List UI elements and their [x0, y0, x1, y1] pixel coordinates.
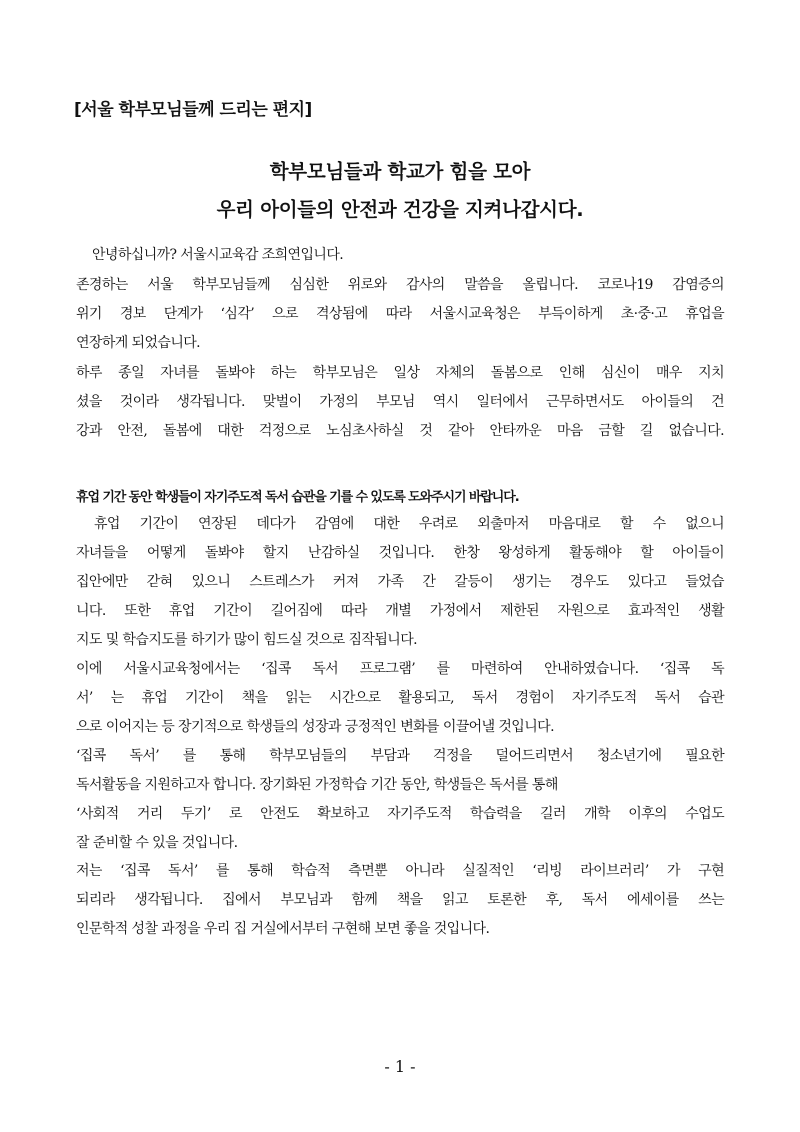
paragraph-care-burden — [76, 359, 724, 446]
paragraph-reading-program — [76, 655, 724, 742]
paragraph-line: 잘 준비할 수 있을 것입니다. — [76, 835, 238, 851]
paragraph-line: 연장하게 되었습니다. — [76, 335, 201, 351]
paragraph-line: 인문학적 성찰 과정을 우리 집 거실에서부터 구현해 보면 좋을 것입니다. — [76, 921, 490, 937]
greeting-text: 안녕하십니까? 서울시교육감 조희연입니다. — [92, 247, 344, 263]
paragraph-living-library — [76, 857, 724, 944]
paragraph-line: 니다. 또한 휴업 기간이 길어짐에 따라 개별 가정에서 제한된 자원으로 효과적인 생활 — [76, 603, 724, 619]
paragraph-line: 지도 및 학습지도를 하기가 많이 힘드실 것으로 짐작됩니다. — [76, 632, 417, 648]
section-heading: 휴업 기간 동안 학생들이 자기주도적 독서 습관을 기를 수 있도록 도와주시기 바랍니다. — [76, 490, 519, 505]
paragraph-line: 하루 종일 자녀를 돌봐야 하는 학부모님은 일상 자체의 돌봄으로 인해 심신이 매우 지치 — [76, 365, 724, 381]
paragraph-reading-support — [76, 742, 724, 858]
document-title-line-2: 우리 아이들의 안전과 건강을 지켜나갑시다. — [216, 198, 584, 221]
paragraph-line: 존경하는 서울 학부모님들께 심심한 위로와 감사의 말씀을 올립니다. 코로나19 감염증의 — [76, 277, 724, 293]
letter-header-label: [서울 학부모님들께 드리는 편지] — [74, 100, 312, 120]
paragraph-line: 저는 ‘집콕 독서’ 를 통해 학습적 측면뿐 아니라 실질적인 ‘리빙 라이브러리’ 가 구현 — [76, 863, 724, 879]
paragraph-line: 자녀들을 어떻게 돌봐야 할지 난감하실 것입니다. 한창 왕성하게 활동해야 할 아이들이 — [76, 545, 724, 561]
paragraph-line: ‘집콕 독서’ 를 통해 학부모님들의 부담과 걱정을 덜어드리면서 청소년기에 필요한 — [76, 748, 724, 764]
paragraph-school-closure — [76, 510, 724, 655]
paragraph-condolence — [76, 271, 724, 358]
paragraph-line: 셨을 것이라 생각됩니다. 맞벌이 가정의 부모님 역시 일터에서 근무하면서도 아이들의 건 — [76, 394, 724, 410]
paragraph-line: 독서활동을 지원하고자 합니다. 장기화된 가정학습 기간 동안, 학생들은 독서를 통해 — [76, 777, 558, 793]
document-title-line-1: 학부모님들과 학교가 힘을 모아 — [269, 160, 531, 183]
paragraph-line: 휴업 기간이 연장된 데다가 감염에 대한 우려로 외출마저 마음대로 할 수 없으니 — [94, 516, 724, 532]
paragraph-line: ‘사회적 거리 두기’ 로 안전도 확보하고 자기주도적 학습력을 길러 개학 이후의 수업도 — [76, 806, 724, 822]
paragraph-line: 강과 안전, 돌봄에 대한 걱정으로 노심초사하실 것 같아 안타까운 마음 금할 길 없습니다. — [76, 423, 724, 439]
page-number: - 1 - — [384, 1057, 416, 1076]
paragraph-line: 위기 경보 단계가 ‘심각’ 으로 격상됨에 따라 서울시교육청은 부득이하게 초·중·고 휴업을 — [76, 306, 724, 322]
paragraph-line: 서’ 는 휴업 기간이 책을 읽는 시간으로 활용되고, 독서 경험이 자기주도적 독서 습관 — [76, 690, 724, 706]
paragraph-line: 이에 서울시교육청에서는 ‘집콕 독서 프로그램’ 를 마련하여 안내하였습니다. ‘집콕 독 — [76, 661, 724, 677]
paragraph-line: 으로 이어지는 등 장기적으로 학생들의 성장과 긍정적인 변화를 이끌어낼 것입니다. — [76, 719, 554, 735]
paragraph-line: 집안에만 갇혀 있으니 스트레스가 커져 가족 간 갈등이 생기는 경우도 있다고 들었습 — [76, 574, 724, 590]
paragraph-line: 되리라 생각됩니다. 집에서 부모님과 함께 책을 읽고 토론한 후, 독서 에세이를 쓰는 — [76, 892, 724, 908]
